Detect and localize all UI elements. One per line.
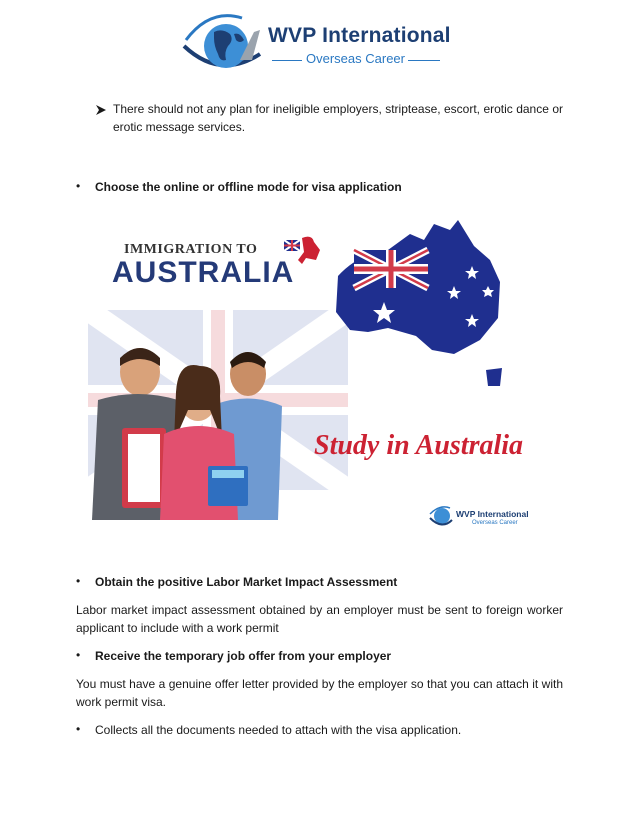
bullet-documents-text: Collects all the documents needed to attach with the visa application. (95, 723, 462, 737)
bullet-heading-job-offer: Receive the temporary job offer from your employer (95, 649, 392, 663)
banner-logo-globe-icon (428, 504, 454, 526)
arrow-bullet-icon (95, 104, 107, 116)
company-logo (180, 10, 460, 78)
lmia-paragraph: Labor market impact assessment obtained by an employer must be sent to foreign worker applicant to include with a work permit (76, 603, 563, 635)
logo-subtitle: Overseas Career (306, 51, 405, 66)
banner-logo-title: WVP International (456, 509, 529, 519)
bullet-heading-visa-mode: Choose the online or offline mode for visa application (95, 180, 402, 194)
study-in-australia-banner (88, 220, 538, 548)
globe-plane-icon (180, 10, 270, 78)
logo-divider-right (408, 60, 440, 61)
logo-divider-left (272, 60, 302, 61)
bullet-heading-lmia: Obtain the positive Labor Market Impact Assessment (95, 575, 398, 589)
banner-logo-subtitle: Overseas Career (472, 520, 518, 526)
bullet-dot: • (76, 722, 81, 736)
arrow-item-text: There should not any plan for ineligible employers, striptease, escort, erotic dance or erotic message services. (113, 102, 563, 134)
job-offer-paragraph: You must have a genuine offer letter provided by the employer so that you can attach it with work permit visa. (76, 677, 563, 709)
bullet-dot: • (76, 648, 81, 662)
bullet-dot: • (76, 574, 81, 588)
bullet-dot: • (76, 179, 81, 193)
banner-study-text: Study in Australia (314, 430, 524, 461)
banner-australia-text: AUSTRALIA (112, 256, 295, 289)
banner-immigration-text: IMMIGRATION TO (124, 242, 258, 257)
logo-title: WVP International (268, 24, 451, 47)
